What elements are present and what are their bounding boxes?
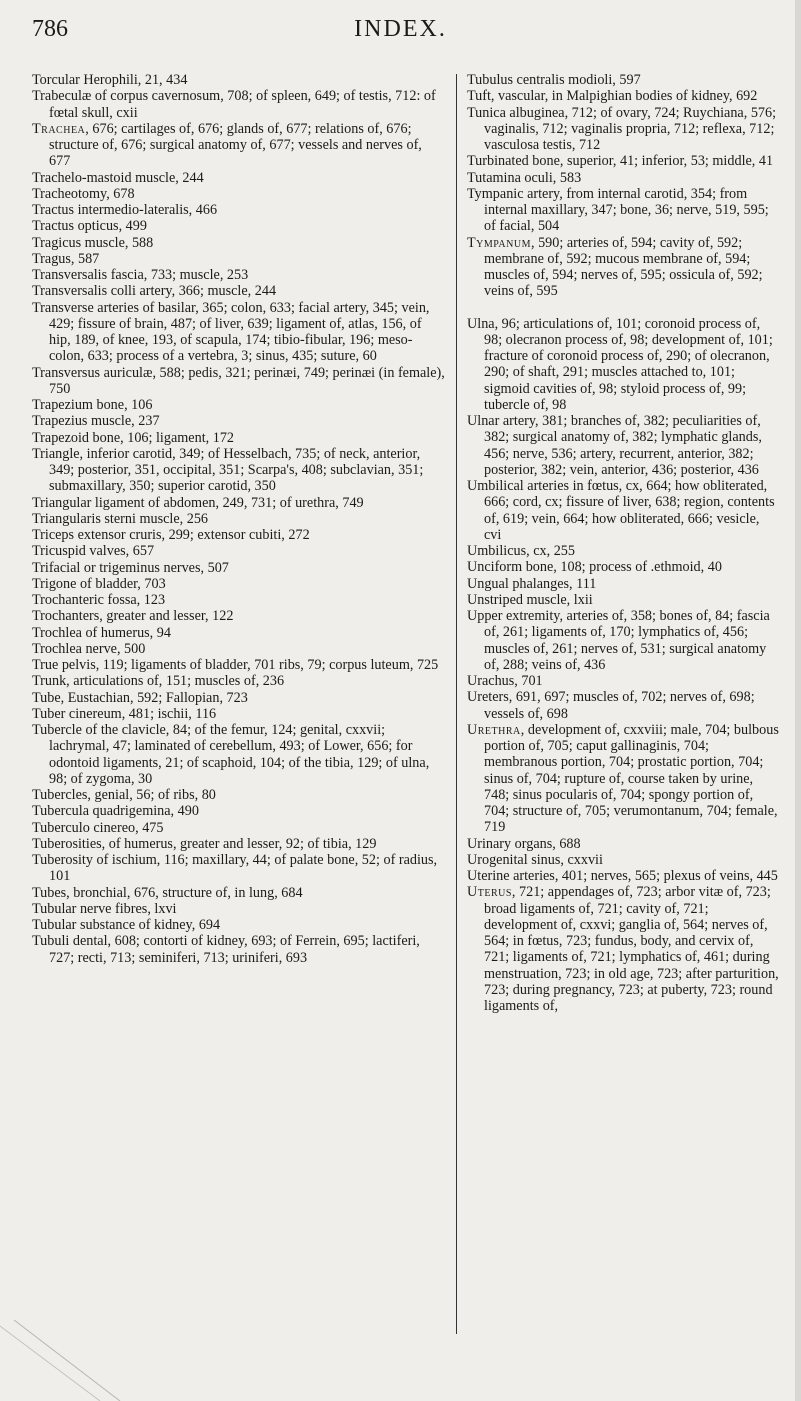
entry-text: Ulna, 96; articulations of, 101; coronoid process of, 98; olecranon process of, 98; development of, 101; fracture of coronoid process of, 290; of olecranon, 290; of shaft, 291; muscles attached to, 101; sigmoid cavities of, 98; styloid process of, 99; tubercle of, 98	[467, 315, 773, 413]
entry-text: Tuberosities, of humerus, greater and lesser, 92; of tibia, 129	[32, 835, 377, 852]
index-entry	[467, 689, 779, 722]
index-entry	[467, 884, 779, 1014]
entry-text: Tuber cinereum, 481; ischii, 116	[32, 705, 217, 722]
section-gap	[467, 300, 779, 316]
index-entry	[467, 673, 779, 689]
index-entry	[32, 202, 446, 218]
entry-text: Tracheotomy, 678	[32, 185, 135, 202]
entry-heading: Uterus	[467, 884, 512, 901]
index-entry	[32, 527, 446, 543]
entry-text: Triangle, inferior carotid, 349; of Hesselbach, 735; of neck, anterior, 349; posterior, 351, occipital, 351; Scarpa's, 408; subclavian, 351; submaxillary, 350; superior carotid, 350	[32, 445, 424, 495]
index-entry	[32, 576, 446, 592]
index-entry	[32, 88, 446, 121]
index-entry	[32, 218, 446, 234]
index-entry	[467, 478, 779, 543]
entry-text: Tractus opticus, 499	[32, 218, 147, 235]
page-title: INDEX.	[354, 16, 447, 42]
entry-text: Trapezium bone, 106	[32, 397, 153, 413]
index-entry	[32, 917, 446, 933]
entry-text: Tubercula quadrigemina, 490	[32, 803, 199, 820]
index-entry	[32, 641, 446, 657]
index-entry	[32, 787, 446, 803]
entry-text: Transversalis fascia, 733; muscle, 253	[32, 267, 249, 283]
entry-text: Ungual phalanges, 111	[467, 575, 597, 592]
index-entry	[32, 673, 446, 689]
index-entry	[32, 365, 446, 398]
entry-heading: Tympanum	[467, 234, 531, 251]
index-entry	[32, 413, 446, 429]
index-entry	[32, 560, 446, 576]
index-entry	[467, 88, 779, 104]
entry-text: Unstriped muscle, lxii	[467, 591, 593, 608]
entry-text: Ureters, 691, 697; muscles of, 702; nerves of, 698; vessels of, 698	[467, 689, 755, 722]
right-column-t-entries	[467, 72, 779, 300]
entry-text: Tympanic artery, from internal carotid, 354; from internal maxillary, 347; bone, 36; nerve, 519, 595; of facial, 504	[467, 185, 769, 235]
entry-text: Tubercle of the clavicle, 84; of the femur, 124; genital, cxxvii; lachrymal, 47; laminated of cerebellum, 493; of Lower, 656; for odontoid ligaments, 21; of scaphoid, 104; of the tibia, 129; of ulna, 98; of zygoma, 30	[32, 722, 430, 787]
index-entry	[32, 933, 446, 966]
entry-text: Trochlea nerve, 500	[32, 640, 146, 657]
index-entry	[32, 267, 446, 283]
entry-text: Tuft, vascular, in Malpighian bodies of kidney, 692	[467, 88, 758, 105]
entry-text: Tubercles, genial, 56; of ribs, 80	[32, 787, 216, 803]
index-entry	[32, 625, 446, 641]
index-entry	[32, 72, 446, 88]
index-entry	[467, 186, 779, 235]
index-entry	[32, 901, 446, 917]
index-entry	[32, 820, 446, 836]
page-number: 786	[32, 16, 68, 42]
index-entry	[467, 543, 779, 559]
index-entry	[467, 105, 779, 154]
index-entry	[467, 413, 779, 478]
entry-text: Urachus, 701	[467, 673, 543, 689]
entry-text: Trigone of bladder, 703	[32, 575, 166, 592]
entry-text: Tunica albuginea, 712; of ovary, 724; Ruychiana, 576; vaginalis, 712; vaginalis propria, 712; reflexa, 712; vasculosa testis, 712	[467, 104, 777, 153]
index-entry	[32, 495, 446, 511]
entry-text: Tubular nerve fibres, lxvi	[32, 900, 177, 917]
entry-text: Turbinated bone, superior, 41; inferior, 53; middle, 41	[467, 153, 774, 170]
index-entry	[32, 608, 446, 624]
entry-text: Uterine arteries, 401; nerves, 565; plexus of veins, 445	[467, 868, 778, 884]
entry-text: Unciform bone, 108; process of .ethmoid, 40	[467, 559, 722, 576]
index-entry	[467, 559, 779, 575]
entry-text: Trifacial or trigeminus nerves, 507	[32, 559, 229, 576]
index-entry	[467, 170, 779, 186]
entry-text: , 590; arteries of, 594; cavity of, 592; membrane of, 592; mucous membrane of, 594; muscles of, 594; nerves of, 595; ossicula of, 592; veins of, 595	[484, 234, 763, 300]
entry-text: Tutamina oculi, 583	[467, 169, 582, 186]
entry-text: Tubes, bronchial, 676, structure of, in lung, 684	[32, 884, 303, 901]
page-header	[0, 16, 801, 50]
entry-text: Umbilicus, cx, 255	[467, 543, 575, 559]
entry-text: True pelvis, 119; ligaments of bladder, 701 ribs, 79; corpus luteum, 725	[32, 657, 439, 673]
entry-text: Tubular substance of kidney, 694	[32, 917, 221, 933]
index-entry	[32, 852, 446, 885]
index-entry	[32, 803, 446, 819]
index-entry	[32, 836, 446, 852]
entry-text: Triangular ligament of abdomen, 249, 731; of urethra, 749	[32, 494, 364, 511]
index-entry	[467, 153, 779, 169]
entry-text: Tractus intermedio-lateralis, 466	[32, 202, 218, 218]
index-entry	[467, 836, 779, 852]
index-entry	[32, 690, 446, 706]
entry-heading: Trachea	[32, 120, 86, 137]
index-entry	[32, 251, 446, 267]
index-entry	[32, 592, 446, 608]
index-entry	[467, 852, 779, 868]
index-entry	[32, 543, 446, 559]
index-entry	[467, 235, 779, 300]
left-column	[32, 72, 446, 966]
entry-text: Transverse arteries of basilar, 365; colon, 633; facial artery, 345; vein, 429; fissure of brain, 487; of liver, 639; ligament of, atlas, 156, of hip, 189, of knee, 193, of scapula, 174; tibio-fibular, 196; meso-colon, 633; process of a vertebra, 3; sinus, 435; suture, 60	[32, 299, 430, 365]
entry-text: Tragus, 587	[32, 250, 100, 267]
index-entry	[32, 657, 446, 673]
entry-heading: Urethra	[467, 721, 521, 738]
entry-text: Trochanteric fossa, 123	[32, 592, 166, 608]
entry-text: Urinary organs, 688	[467, 835, 581, 852]
entry-text: Trachelo-mastoid muscle, 244	[32, 169, 204, 186]
entry-text: Tragicus muscle, 588	[32, 234, 154, 251]
index-entry	[467, 608, 779, 673]
entry-text: Tuberculo cinereo, 475	[32, 819, 164, 836]
index-entry	[32, 397, 446, 413]
entry-text: , development of, cxxviii; male, 704; bulbous portion of, 705; caput gallinaginis, 704; membranous portion, 704; prostatic portion, 704; sinus of, 704; rupture of, course taken by urine, 748; sinus pocularis of, 704; spongy portion of, 704; structure of, 705; verumontanum, 704; female, 719	[484, 721, 779, 836]
entry-text: Tubulus centralis modioli, 597	[467, 72, 641, 88]
entry-text: Trunk, articulations of, 151; muscles of, 236	[32, 673, 285, 690]
entry-text: Tube, Eustachian, 592; Fallopian, 723	[32, 689, 248, 706]
index-entry	[32, 235, 446, 251]
column-divider	[456, 74, 457, 1334]
entry-text: Trabeculæ of corpus cavernosum, 708; of spleen, 649; of testis, 712: of fœtal skull, cxii	[32, 88, 436, 121]
entry-text: Trochanters, greater and lesser, 122	[32, 608, 234, 625]
entry-text: , 676; cartilages of, 676; glands of, 677; relations of, 676; structure of, 676; surgical anatomy of, 677; vessels and nerves of, 677	[49, 120, 422, 170]
index-entry	[467, 722, 779, 836]
right-column-u-entries	[467, 316, 779, 1015]
entry-text: Tuberosity of ischium, 116; maxillary, 44; of palate bone, 52; of radius, 101	[32, 852, 438, 885]
entry-text: Upper extremity, arteries of, 358; bones of, 84; fascia of, 261; ligaments of, 170; lymphatics of, 456; muscles of, 261; nerves of, 531; surgical anatomy of, 288; veins of, 436	[467, 608, 770, 673]
entry-text: Trochlea of humerus, 94	[32, 624, 171, 641]
index-entry	[32, 170, 446, 186]
entry-text: Torcular Herophili, 21, 434	[32, 72, 188, 88]
entry-text: Transversalis colli artery, 366; muscle, 244	[32, 283, 277, 300]
index-entry	[467, 868, 779, 884]
index-entry	[32, 300, 446, 365]
index-entry	[467, 316, 779, 414]
index-entry	[32, 446, 446, 495]
entry-text: , 721; appendages of, 723; arbor vitæ of, 723; broad ligaments of, 721; cavity of, 721; development of, cxxvi; ganglia of, 564; nerves of, 564; in fœtus, 723; fundus, body, and cervix of, 721; ligaments of, 721; lymphatics of, 461; during menstruation, 723; in old age, 723; after parturition, 723; during pregnancy, 723; at puberty, 723; round ligaments of,	[484, 884, 779, 1014]
index-entry	[32, 430, 446, 446]
entry-text: Triceps extensor cruris, 299; extensor cubiti, 272	[32, 527, 310, 543]
index-entry	[467, 72, 779, 88]
index-entry	[32, 121, 446, 170]
entry-text: Umbilical arteries in fœtus, cx, 664; how obliterated, 666; cord, cx; fissure of liver, 638; region, contents of, 619; vein, 664; how obliterated, 666; vesicle, cvi	[467, 478, 775, 543]
entry-text: Trapezoid bone, 106; ligament, 172	[32, 429, 235, 446]
entry-text: Ulnar artery, 381; branches of, 382; peculiarities of, 382; surgical anatomy of, 382; lymphatic glands, 456; nerve, 536; artery, recurrent, anterior, 382; posterior, 382; vein, anterior, 436; posterior, 436	[467, 413, 762, 478]
entry-text: Urogenital sinus, cxxvii	[467, 851, 603, 868]
page-edge	[795, 0, 801, 1401]
entry-text: Transversus auriculæ, 588; pedis, 321; perinæi, 749; perinæi (in female), 750	[32, 364, 445, 397]
right-column	[467, 72, 779, 1014]
index-entry	[467, 576, 779, 592]
index-entry	[32, 186, 446, 202]
index-entry	[32, 511, 446, 527]
index-entry	[467, 592, 779, 608]
index-entry	[32, 722, 446, 787]
page-corner-crease	[0, 1320, 140, 1401]
index-entry	[32, 885, 446, 901]
entry-text: Triangularis sterni muscle, 256	[32, 510, 209, 527]
entry-text: Tricuspid valves, 657	[32, 543, 155, 560]
index-entry	[32, 706, 446, 722]
entry-text: Tubuli dental, 608; contorti of kidney, 693; of Ferrein, 695; lactiferi, 727; recti, 713; seminiferi, 713; uriniferi, 693	[32, 933, 420, 966]
index-entry	[32, 283, 446, 299]
entry-text: Trapezius muscle, 237	[32, 413, 160, 430]
